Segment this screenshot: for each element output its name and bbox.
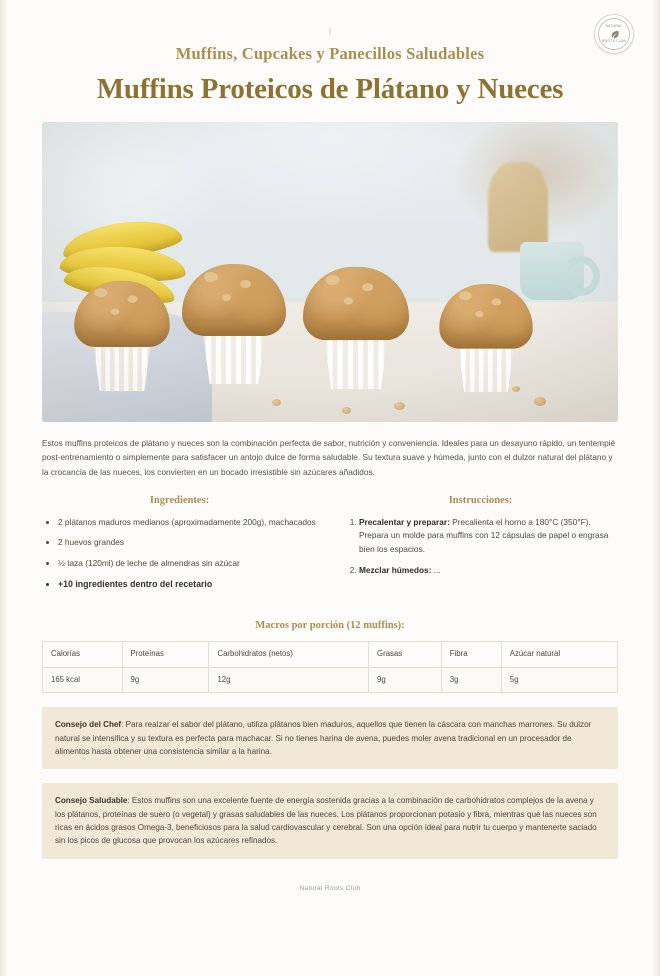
ingredients-more-note: • +10 ingredientes dentro del recetario <box>58 577 317 591</box>
column-header: Grasas <box>369 642 442 668</box>
column-header: Carbohidratos (netos) <box>209 642 369 668</box>
hero-image <box>42 122 618 422</box>
instructions-heading: Instrucciones: <box>448 494 513 506</box>
table-cell: 5g <box>501 667 617 693</box>
list-item <box>359 564 618 577</box>
hero-vignette <box>42 122 618 422</box>
step-title: Mezclar húmedos: <box>359 565 432 576</box>
chef-tip-label: Consejo del Chef <box>55 720 122 730</box>
table-cell: 165 kcal <box>43 667 123 693</box>
chef-tip-text: : Para realzar el sabor del plátano, utiliza plátanos bien maduros, aquellos que tienen la cáscara con manchas marrones. Su dulzor natural se intensifica y su textura es perfecta para machacar. Si no tienes harina de avena, puedes moler avena tradicional en un procesador de alimentos hasta obtener una consistencia similar a la harina. <box>55 720 592 757</box>
brand-logo-inner <box>598 18 630 50</box>
health-tip-text: : Estos muffins son una excelente fuente de energía sostenida gracias a la combinación de carbohidratos complejos de la avena y los plátanos, proteínas de suero (o vegetal) y grasas saludables de las nueces. Los plátanos proporcionan potasio y fibra, mientras que las nueces son ricas en ácidos grasos Omega-3, beneficiosos para la salud cardiovascular y cerebral. Son una opción ideal para nutrir tu cuerpo y mantenerte saciado sin los picos de glucosa que provocan los azúcares refinados. <box>55 796 597 846</box>
column-header: Azúcar natural <box>501 642 617 668</box>
page-title: Muffins Proteicos de Plátano y Nueces <box>96 73 564 105</box>
health-tip-label: Consejo Saludable <box>55 796 128 806</box>
table-header-row <box>43 642 618 668</box>
ingredients-column <box>42 495 317 599</box>
ingredients-list <box>42 516 317 592</box>
brand-logo-bottom-text: ROOTS CLUB <box>601 38 627 43</box>
chef-tip-box <box>42 707 618 769</box>
step-title: Precalentar y preparar: <box>359 516 450 527</box>
brand-logo <box>594 14 634 54</box>
column-header: Calorías <box>43 642 123 668</box>
table-cell: 12g <box>209 667 369 693</box>
category-kicker: Muffins, Cupcakes y Panecillos Saludables <box>175 44 485 63</box>
table-row <box>43 667 618 693</box>
column-header: Proteínas <box>122 642 209 668</box>
ingredients-heading: Ingredientes: <box>149 494 210 506</box>
intro-paragraph: Estos muffins proteicos de plátano y nueces son la combinación perfecta de sabor, nutrición y conveniencia. Ideales para un desayuno rápido, un tentempié post-entrenamiento o simplemente para satisfacer un antojo dulce de forma saludable. Su textura suave y húmeda, junto con el dulzor natural del plátano y la crocancia de las nueces, los convierten en un bocado irresistible sin azúcares añadidos. <box>42 438 616 477</box>
recipe-columns <box>42 495 618 599</box>
table-cell: 3g <box>441 667 501 693</box>
list-item: • 2 plátanos maduros medianos (aproximadamente 200g), machacados <box>58 516 317 529</box>
instructions-column <box>343 495 618 599</box>
list-item: • ½ taza (120ml) de leche de almendras sin azúcar <box>58 557 317 570</box>
page-marker: | <box>329 28 331 35</box>
leaf-icon <box>609 29 620 40</box>
macros-table <box>42 641 618 693</box>
instructions-list <box>343 516 618 578</box>
health-tip-box <box>42 783 618 858</box>
step-text: ... <box>431 565 441 576</box>
brand-logo-top-text: NATURAL <box>605 23 623 28</box>
page-edge-left <box>0 0 8 976</box>
step-text: Precalienta el horno a 180°C (350°F). Prepara un molde para muffins con 12 cápsulas de papel o engrasa bien los espacios. <box>359 516 609 554</box>
table-cell: 9g <box>369 667 442 693</box>
list-item: • 2 huevos grandes <box>58 536 317 549</box>
page-edge-right <box>652 0 660 976</box>
column-header: Fibra <box>441 642 501 668</box>
page-footer: Natural Roots Club <box>299 884 361 892</box>
table-cell: 9g <box>122 667 209 693</box>
list-item <box>359 516 618 556</box>
macros-heading: Macros por porción (12 muffins): <box>255 620 405 632</box>
